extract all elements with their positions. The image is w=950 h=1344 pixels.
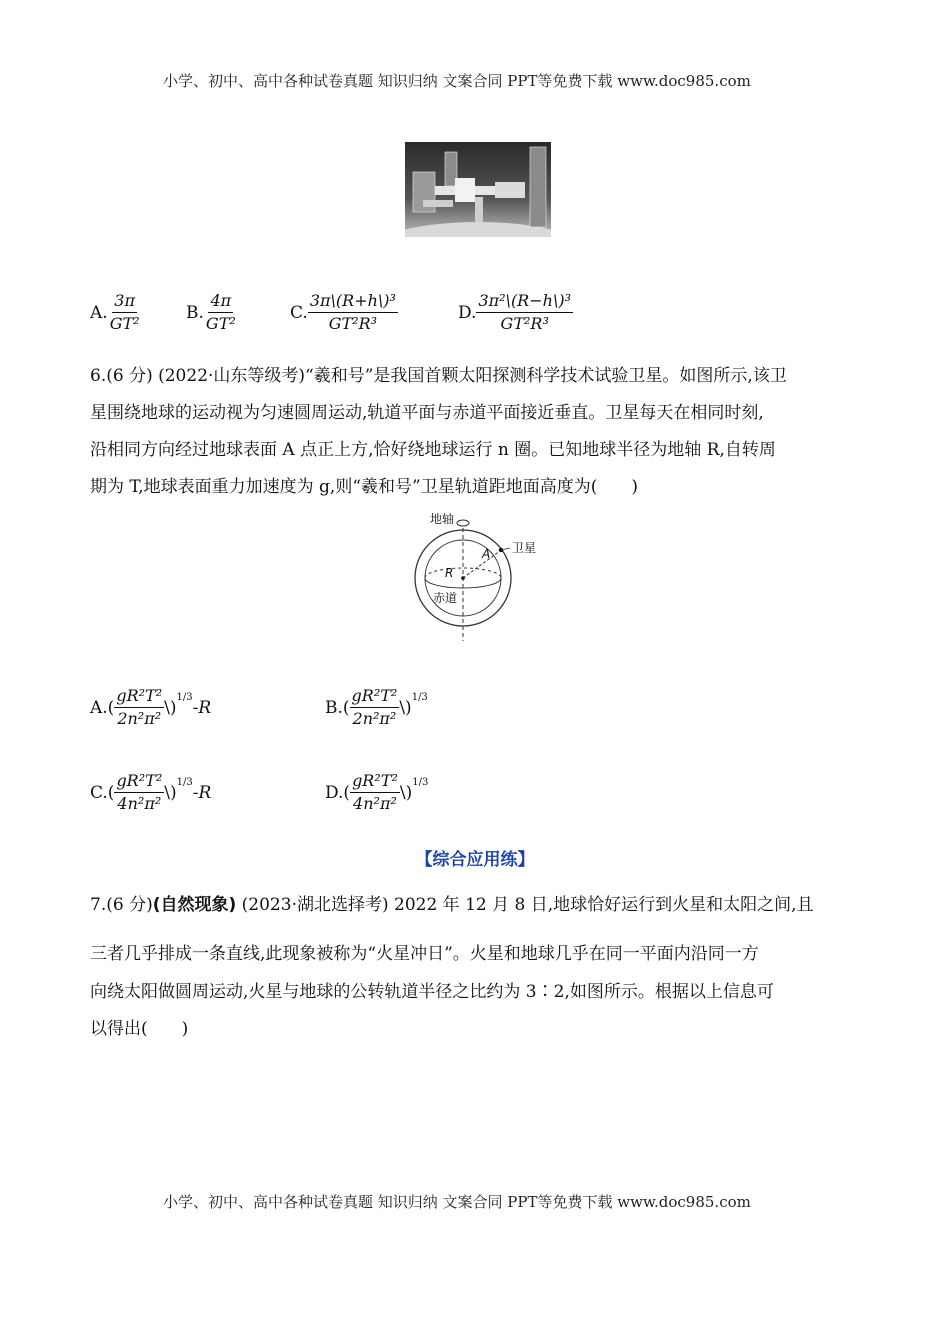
- fraction: $\frac{4\pi}{\text{GT²}}$: [205, 291, 236, 333]
- q6-option-d[interactable]: D.( $\frac{\text{gR²T²}}{\text{4n²π²}}$ \) 1/3: [325, 771, 429, 813]
- radius-label: R: [445, 566, 454, 580]
- q7-tag: (自然现象): [152, 895, 237, 915]
- q6-line-1: 6.(6 分) (2022·山东等级考)“羲和号”是我国首颗太阳探测科学技术试验卫星。如图所示,该卫: [90, 366, 787, 386]
- point-a-label: A: [482, 547, 491, 561]
- equator-label: 赤道: [433, 591, 458, 605]
- section-title: 【综合应用练】: [415, 850, 535, 870]
- fraction: $\frac{3\pi}{\text{GT²}}$: [109, 291, 140, 333]
- q6-option-c[interactable]: C.( $\frac{\text{gR²T²}}{\text{4n²π²}}$ \) 1/3 -R: [90, 771, 212, 813]
- fraction: $\frac{\text{gR²T²}}{\text{2n²π²}}$: [351, 686, 398, 728]
- fraction: $\frac{\text{gR²T²}}{\text{4n²π²}}$: [116, 771, 163, 813]
- q6-option-a[interactable]: A.( $\frac{\text{gR²T²}}{\text{2n²π²}}$ \) 1/3 -R: [90, 686, 212, 728]
- q5-option-a[interactable]: A. $\frac{3\pi}{\text{GT²}}$: [90, 291, 140, 333]
- fraction: $\frac{\text{gR²T²}}{\text{4n²π²}}$: [352, 771, 398, 813]
- fraction: $\frac{\text{3π\textbackslash{}(R+h\textbackslash{})³}}{\text{GT²R³}}$: [309, 291, 396, 333]
- page-header: 小学、初中、高中各种试卷真题 知识归纳 文案合同 PPT等免费下载 www.doc985.com: [163, 72, 751, 90]
- q6-line-3: 沿相同方向经过地球表面 A 点正上方,恰好绕地球运行 n 圈。已知地球半径为地轴 R,自转周: [90, 440, 776, 460]
- q7-line-3: 向绕太阳做圆周运动,火星与地球的公转轨道半径之比约为 3∶2,如图所示。根据以上信息可: [90, 982, 774, 1002]
- q5-option-b[interactable]: B. $\frac{4\pi}{\text{GT²}}$: [186, 291, 236, 333]
- earth-satellite-diagram: [400, 508, 560, 643]
- fraction: $\frac{\text{gR²T²}}{\text{2n²π²}}$: [116, 686, 163, 728]
- axis-label: 地轴: [430, 512, 455, 526]
- fraction: $\frac{\text{3π²\textbackslash{}(R−h\textbackslash{})³}}{\text{GT²R³}}$: [478, 291, 571, 333]
- q7-line-2: 三者几乎排成一条直线,此现象被称为“火星冲日”。火星和地球几乎在同一平面内沿同一方: [90, 944, 759, 964]
- rotation-arrow: [457, 520, 469, 526]
- q7-line-4: 以得出( ): [90, 1019, 189, 1039]
- q7-line-1: 7.(6 分)(自然现象) (2023·湖北选择考) 2022 年 12 月 8 日,地球恰好运行到火星和太阳之间,且: [90, 895, 814, 915]
- space-station-image: [405, 142, 551, 237]
- q6-option-b[interactable]: B.( $\frac{\text{gR²T²}}{\text{2n²π²}}$ \) 1/3: [325, 686, 428, 728]
- q5-option-d[interactable]: D. $\frac{\text{3π²\textbackslash{}(R−h\textbackslash{})³}}{\text{GT²R³}}$: [458, 291, 571, 333]
- satellite-label: 卫星: [512, 541, 537, 555]
- q6-line-2: 星围绕地球的运动视为匀速圆周运动,轨道平面与赤道平面接近垂直。卫星每天在相同时刻,: [90, 403, 764, 423]
- page-footer: 小学、初中、高中各种试卷真题 知识归纳 文案合同 PPT等免费下载 www.doc985.com: [163, 1193, 751, 1211]
- q5-option-c[interactable]: C. $\frac{\text{3π\textbackslash{}(R+h\textbackslash{})³}}{\text{GT²R³}}$: [290, 291, 396, 333]
- q6-line-4: 期为 T,地球表面重力加速度为 g,则“羲和号”卫星轨道距地面高度为( ): [90, 477, 638, 497]
